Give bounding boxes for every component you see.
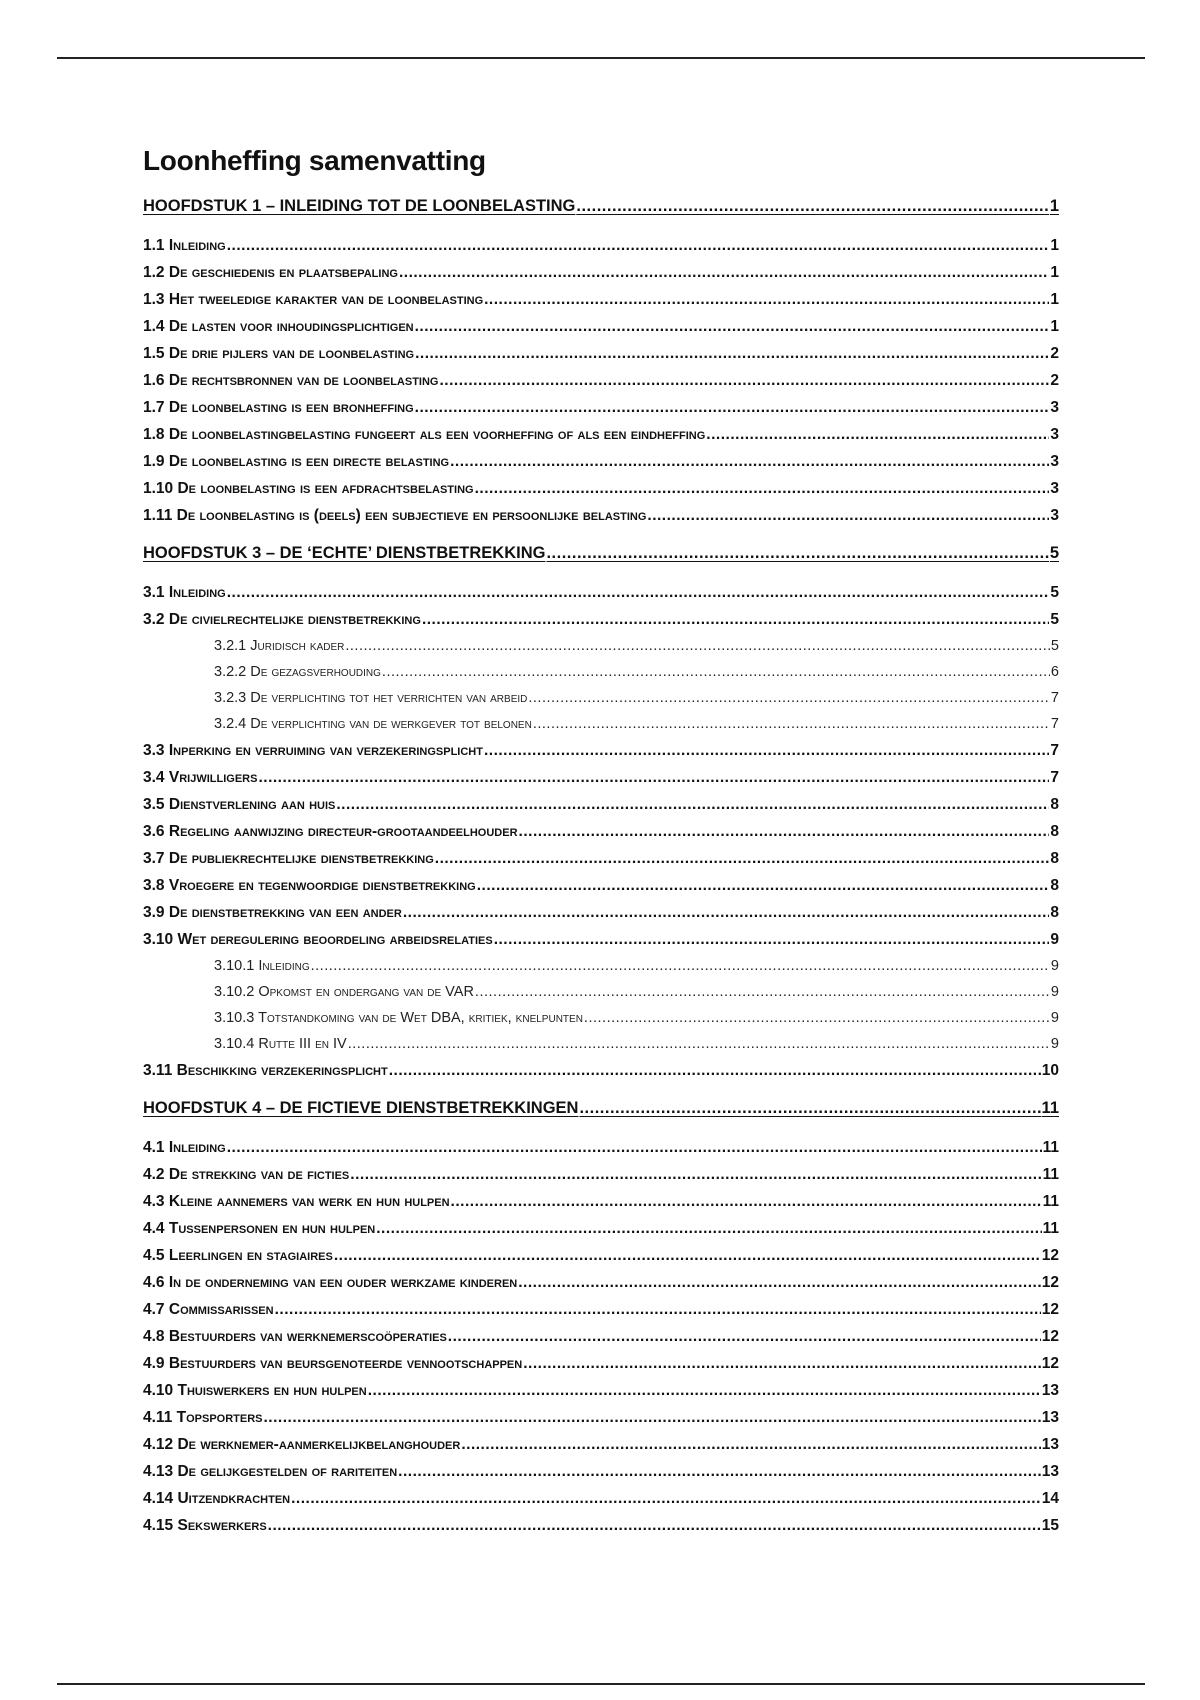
toc-entry-label	[214, 659, 381, 685]
toc-entry-label	[214, 1031, 347, 1057]
toc-dot-leader	[382, 659, 1050, 685]
toc-entry-text: De strekking van de ficties	[168, 1166, 350, 1183]
toc-section-link[interactable]	[143, 872, 1059, 899]
toc-entry-label	[143, 845, 434, 872]
toc-section-link[interactable]	[143, 737, 1059, 764]
toc-dot-leader	[264, 1404, 1041, 1431]
toc-page-number: 8	[1050, 877, 1059, 894]
toc-page-number: 8	[1050, 904, 1059, 921]
toc-entry-number: 4.3	[143, 1193, 165, 1210]
toc-dot-leader	[268, 1512, 1041, 1539]
toc-section-link[interactable]	[143, 313, 1059, 340]
toc-entry-label	[143, 1431, 460, 1458]
toc-subsection-link[interactable]	[143, 633, 1059, 659]
toc-dot-leader	[398, 1458, 1041, 1485]
toc-dot-leader	[350, 1161, 1041, 1188]
toc-dot-leader	[484, 737, 1049, 764]
toc-dot-leader	[227, 232, 1050, 259]
toc-dot-leader	[579, 1095, 1040, 1122]
toc-entry-number: 1.3	[143, 291, 165, 308]
toc-entry-text: Inleiding	[168, 584, 226, 601]
toc-dot-leader	[376, 1215, 1041, 1242]
toc-page-number: 11	[1042, 1139, 1059, 1156]
toc-dot-leader	[275, 1296, 1041, 1323]
toc-entry-text: Rutte III en IV	[258, 1036, 347, 1052]
header-rule	[57, 57, 1145, 59]
toc-section-link[interactable]	[143, 1269, 1059, 1296]
toc-section-link[interactable]	[143, 818, 1059, 845]
toc-page-number: 12	[1041, 1355, 1059, 1372]
toc-entry-text: Juridisch kader	[250, 638, 345, 654]
toc-page-number: 7	[1050, 769, 1059, 786]
toc-section-link[interactable]	[143, 1431, 1059, 1458]
toc-entry-number: 1.11	[143, 507, 173, 524]
toc-page-number: 12	[1041, 1274, 1059, 1291]
toc-page-number: 5	[1050, 584, 1059, 601]
toc-section-link[interactable]	[143, 1404, 1059, 1431]
toc-subsection-link[interactable]	[143, 979, 1059, 1005]
toc-page-number: 1	[1050, 237, 1059, 254]
toc-entry-text: De publiekrechtelijke dienstbetrekking	[168, 850, 434, 867]
toc-entry-label	[143, 1323, 447, 1350]
toc-dot-leader	[461, 1431, 1040, 1458]
toc-dot-leader	[435, 845, 1050, 872]
toc-section-link[interactable]	[143, 579, 1059, 606]
toc-dot-leader	[334, 1242, 1041, 1269]
toc-section-link[interactable]	[143, 1350, 1059, 1377]
toc-section-link[interactable]	[143, 764, 1059, 791]
toc-entry-number: 3.10.2	[214, 984, 255, 1000]
toc-entry-number: 4.15	[143, 1517, 174, 1534]
toc-entry-number: 4.7	[143, 1301, 165, 1318]
toc-section-link[interactable]	[143, 791, 1059, 818]
toc-dot-leader	[440, 367, 1050, 394]
toc-page-number: 7	[1050, 742, 1059, 759]
toc-page-number: 1	[1049, 197, 1059, 215]
toc-page-number: 3	[1050, 426, 1059, 443]
toc-page-number: 2	[1050, 345, 1059, 362]
toc-entry-label	[143, 1269, 517, 1296]
toc-section-link[interactable]	[143, 899, 1059, 926]
toc-page-number: 11	[1042, 1166, 1059, 1183]
toc-entry-text: Inleiding	[168, 1139, 226, 1156]
toc-dot-leader	[533, 711, 1050, 737]
toc-entry-text: De geschiedenis en plaatsbepaling	[168, 264, 398, 281]
toc-entry-label	[143, 1404, 263, 1431]
toc-entry-text: De gelijkgestelden of rariteiten	[177, 1463, 398, 1480]
toc-entry-number: 4.5	[143, 1247, 165, 1264]
toc-entry-number: 4.9	[143, 1355, 165, 1372]
toc-dot-leader	[368, 1377, 1041, 1404]
toc-section-link[interactable]	[143, 475, 1059, 502]
toc-entry-text: De lasten voor inhoudingsplichtigen	[168, 318, 414, 335]
toc-entry-text: Vroegere en tegenwoordige dienstbetrekking	[168, 877, 476, 894]
toc-page-number: 3	[1050, 480, 1059, 497]
toc-entry-text: Totstandkoming van de Wet DBA, kritiek, knelpunten	[258, 1010, 583, 1026]
toc-chapter-entries	[143, 1134, 1059, 1539]
toc-page-number: 12	[1041, 1328, 1059, 1345]
toc-entry-label	[214, 1005, 583, 1031]
toc-section-link[interactable]	[143, 232, 1059, 259]
toc-dot-leader	[477, 872, 1050, 899]
toc-section-link[interactable]	[143, 1485, 1059, 1512]
toc-entry-number: 4.10	[143, 1382, 174, 1399]
toc-section-link[interactable]	[143, 1458, 1059, 1485]
toc-entry-label	[214, 711, 532, 737]
toc-page-number: 3	[1050, 399, 1059, 416]
toc-entry-label	[143, 502, 646, 529]
toc-dot-leader	[415, 313, 1050, 340]
toc-entry-label	[143, 286, 483, 313]
toc-dot-leader	[403, 899, 1050, 926]
toc-dot-leader	[584, 1005, 1050, 1031]
page-title: Loonheffing samenvatting	[143, 145, 486, 176]
toc-page-number: 1	[1050, 291, 1059, 308]
toc-dot-leader	[576, 193, 1048, 220]
toc-entry-text: Bestuurders van beursgenoteerde vennootschappen	[168, 1355, 523, 1372]
toc-page-number: 1	[1050, 264, 1059, 281]
toc-page-number: 13	[1041, 1463, 1059, 1480]
toc-page-number: 9	[1050, 931, 1059, 948]
toc-section-link[interactable]	[143, 1512, 1059, 1539]
toc-entry-label	[143, 764, 257, 791]
toc-dot-leader	[528, 685, 1050, 711]
toc-entry-label	[143, 340, 414, 367]
toc-entry-number: 1.6	[143, 372, 165, 389]
toc-entry-number: 4.8	[143, 1328, 165, 1345]
toc-entry-number: 1.7	[143, 399, 165, 416]
toc-entry-text: Inperking en verruiming van verzekeringsplicht	[168, 742, 483, 759]
toc-entry-number: 3.9	[143, 904, 165, 921]
toc-page-number: 12	[1041, 1301, 1059, 1318]
toc-subsection-link[interactable]	[143, 659, 1059, 685]
toc-page-number: 7	[1050, 716, 1059, 732]
toc-chapter-link[interactable]	[143, 540, 1059, 567]
toc-entry-label	[143, 1161, 349, 1188]
toc-entry-text: De gezagsverhouding	[250, 664, 381, 680]
toc-entry-number: 3.10.4	[214, 1036, 255, 1052]
toc-page-number: 9	[1050, 1036, 1059, 1052]
toc-entry-label	[143, 818, 518, 845]
toc-section-link[interactable]	[143, 448, 1059, 475]
toc-entry-label	[143, 394, 414, 421]
toc-entry-label	[143, 232, 226, 259]
toc-entry-text: De rechtsbronnen van de loonbelasting	[168, 372, 439, 389]
toc-dot-leader	[311, 953, 1050, 979]
toc-entry-text: Beschikking verzekeringsplicht	[176, 1062, 388, 1079]
toc-section-link[interactable]	[143, 1296, 1059, 1323]
toc-entry-label	[143, 1512, 267, 1539]
toc-entry-text: Wet deregulering beoordeling arbeidsrelaties	[177, 931, 493, 948]
toc-entry-label	[143, 475, 474, 502]
toc-dot-leader	[647, 502, 1049, 529]
toc-dot-leader	[519, 818, 1050, 845]
toc-entry-text: In de onderneming van een ouder werkzame kinderen	[168, 1274, 518, 1291]
toc-entry-number: 3.7	[143, 850, 165, 867]
toc-dot-leader	[258, 764, 1049, 791]
toc-entry-text: De werknemer-aanmerkelijkbelanghouder	[177, 1436, 461, 1453]
toc-dot-leader	[422, 606, 1049, 633]
toc-entry-text: Commissarissen	[168, 1301, 274, 1318]
toc-entry-label	[143, 872, 476, 899]
toc-section-link[interactable]	[143, 845, 1059, 872]
toc-entry-number: 3.6	[143, 823, 165, 840]
toc-section-link[interactable]	[143, 606, 1059, 633]
toc-section-link[interactable]	[143, 1134, 1059, 1161]
toc-dot-leader	[227, 1134, 1042, 1161]
toc-entry-number: 3.1	[143, 584, 165, 601]
toc-entry-number: 3.5	[143, 796, 165, 813]
toc-entry-number: 3.11	[143, 1062, 173, 1079]
toc-subsection-link[interactable]	[143, 711, 1059, 737]
toc-page-number: 13	[1041, 1382, 1059, 1399]
toc-dot-leader	[494, 926, 1050, 953]
toc-page-number: 3	[1050, 453, 1059, 470]
toc-entry-text: Tussenpersonen en hun hulpen	[168, 1220, 376, 1237]
toc-entry-label	[143, 421, 705, 448]
toc-entry-text: Inleiding	[258, 958, 310, 974]
toc-entry-text: Leerlingen en stagiaires	[168, 1247, 333, 1264]
toc-section-link[interactable]	[143, 286, 1059, 313]
toc-entry-number: 3.2.4	[214, 716, 247, 732]
toc-section-link[interactable]	[143, 259, 1059, 286]
table-of-contents	[143, 193, 1059, 1539]
toc-entry-number: 4.4	[143, 1220, 165, 1237]
toc-entry-text: De loonbelasting is een afdrachtsbelasting	[177, 480, 474, 497]
toc-page-number: 8	[1050, 850, 1059, 867]
toc-page-number: 8	[1050, 823, 1059, 840]
toc-entry-label	[143, 1134, 226, 1161]
toc-subsection-link[interactable]	[143, 1005, 1059, 1031]
toc-entry-label	[143, 1296, 274, 1323]
toc-dot-leader	[345, 633, 1050, 659]
toc-entry-number: 3.2.2	[214, 664, 247, 680]
toc-section-link[interactable]	[143, 1215, 1059, 1242]
toc-entry-number: 3.8	[143, 877, 165, 894]
toc-entry-number: 3.2	[143, 611, 165, 628]
toc-page-number: 5	[1050, 611, 1059, 628]
toc-entry-number: 3.10.1	[214, 958, 255, 974]
toc-chapter-entries	[143, 232, 1059, 529]
document-body	[143, 143, 1059, 1550]
toc-entry-label	[143, 448, 449, 475]
toc-page-number: 10	[1041, 1062, 1059, 1079]
toc-entry-number: 1.5	[143, 345, 165, 362]
toc-chapter-link[interactable]	[143, 193, 1059, 220]
toc-dot-leader	[291, 1485, 1041, 1512]
toc-entry-text: De loonbelasting is een directe belasting	[168, 453, 450, 470]
toc-page-number: 15	[1041, 1517, 1059, 1534]
toc-dot-leader	[475, 979, 1050, 1005]
toc-entry-label	[143, 606, 421, 633]
toc-entry-text: Topsporters	[176, 1409, 263, 1426]
toc-entry-label	[143, 791, 335, 818]
toc-entry-text: De verplichting tot het verrichten van arbeid	[250, 690, 528, 706]
toc-entry-text: De verplichting van de werkgever tot belonen	[250, 716, 532, 732]
toc-entry-text: Regeling aanwijzing directeur-grootaandeelhouder	[168, 823, 518, 840]
toc-section-link[interactable]	[143, 1242, 1059, 1269]
toc-entry-text: Inleiding	[168, 237, 226, 254]
toc-entry-number: 4.6	[143, 1274, 165, 1291]
toc-section-link[interactable]	[143, 1188, 1059, 1215]
toc-entry-number: 4.1	[143, 1139, 165, 1156]
toc-dot-leader	[336, 791, 1049, 818]
toc-chapter-label: HOOFDSTUK 4 – DE FICTIEVE DIENSTBETREKKINGEN	[143, 1099, 579, 1117]
toc-dot-leader	[227, 579, 1050, 606]
toc-entry-number: 3.2.3	[214, 690, 247, 706]
toc-dot-leader	[415, 394, 1050, 421]
toc-section-link[interactable]	[143, 1161, 1059, 1188]
toc-dot-leader	[399, 259, 1049, 286]
toc-dot-leader	[523, 1350, 1041, 1377]
toc-page-number: 9	[1050, 958, 1059, 974]
toc-dot-leader	[450, 448, 1049, 475]
toc-entry-label	[143, 579, 226, 606]
toc-entry-label	[143, 259, 398, 286]
toc-page-number: 3	[1050, 507, 1059, 524]
toc-entry-number: 4.13	[143, 1463, 174, 1480]
toc-entry-label	[143, 1215, 375, 1242]
toc-entry-number: 4.11	[143, 1409, 173, 1426]
toc-entry-text: Vrijwilligers	[168, 769, 258, 786]
toc-dot-leader	[475, 475, 1050, 502]
toc-dot-leader	[389, 1057, 1041, 1084]
toc-page-number: 11	[1042, 1193, 1059, 1210]
toc-page-number: 9	[1050, 984, 1059, 1000]
toc-page-number: 5	[1049, 544, 1059, 562]
toc-page-number: 7	[1050, 690, 1059, 706]
toc-entry-label	[143, 1377, 367, 1404]
toc-entry-label	[143, 1188, 450, 1215]
toc-entry-text: Sekswerkers	[177, 1517, 267, 1534]
toc-entry-number: 1.8	[143, 426, 165, 443]
toc-entry-text: Dienstverlening aan huis	[168, 796, 336, 813]
toc-entry-label	[214, 685, 527, 711]
toc-chapter-label: HOOFDSTUK 3 – DE ‘ECHTE’ DIENSTBETREKKING	[143, 544, 546, 562]
toc-page-number: 13	[1041, 1409, 1059, 1426]
toc-page-number: 13	[1041, 1436, 1059, 1453]
toc-entry-text: De dienstbetrekking van een ander	[168, 904, 402, 921]
toc-dot-leader	[451, 1188, 1042, 1215]
toc-entry-text: Uitzendkrachten	[177, 1490, 291, 1507]
toc-entry-text: Bestuurders van werknemerscoöperaties	[168, 1328, 447, 1345]
toc-entry-text: De civielrechtelijke dienstbetrekking	[168, 611, 421, 628]
toc-page-number: 12	[1041, 1247, 1059, 1264]
toc-entry-text: De drie pijlers van de loonbelasting	[168, 345, 415, 362]
toc-entry-label	[143, 1485, 290, 1512]
toc-entry-label	[143, 313, 414, 340]
toc-dot-leader	[706, 421, 1049, 448]
toc-section-link[interactable]	[143, 1057, 1059, 1084]
toc-entry-label	[143, 1458, 397, 1485]
toc-entry-text: Thuiswerkers en hun hulpen	[177, 1382, 367, 1399]
toc-entry-label	[143, 899, 402, 926]
toc-entry-number: 1.1	[143, 237, 165, 254]
toc-entry-label	[143, 737, 483, 764]
toc-entry-text: De loonbelasting is een bronheffing	[168, 399, 414, 416]
toc-page-number: 2	[1050, 372, 1059, 389]
toc-subsection-link[interactable]	[143, 953, 1059, 979]
toc-entry-number: 1.9	[143, 453, 165, 470]
toc-chapter-link[interactable]	[143, 1095, 1059, 1122]
toc-dot-leader	[518, 1269, 1041, 1296]
toc-entry-label	[143, 1350, 522, 1377]
toc-section-link[interactable]	[143, 340, 1059, 367]
toc-entry-number: 1.2	[143, 264, 165, 281]
toc-entry-text: De loonbelastingbelasting fungeert als een voorheffing of als een eindheffing	[168, 426, 706, 443]
toc-dot-leader	[484, 286, 1049, 313]
toc-section-link[interactable]	[143, 394, 1059, 421]
toc-dot-leader	[448, 1323, 1041, 1350]
toc-dot-leader	[546, 540, 1048, 567]
toc-page-number: 9	[1050, 1010, 1059, 1026]
toc-entry-number: 4.12	[143, 1436, 174, 1453]
toc-chapter-label: HOOFDSTUK 1 – INLEIDING TOT DE LOONBELASTING	[143, 197, 576, 215]
toc-dot-leader	[415, 340, 1049, 367]
toc-entry-text: Kleine aannemers van werk en hun hulpen	[168, 1193, 450, 1210]
toc-entry-number: 1.10	[143, 480, 174, 497]
toc-entry-number: 3.3	[143, 742, 165, 759]
toc-entry-number: 3.2.1	[214, 638, 247, 654]
toc-page-number: 1	[1050, 318, 1059, 335]
toc-section-link[interactable]	[143, 926, 1059, 953]
toc-entry-label	[214, 633, 344, 659]
toc-page-number: 11	[1042, 1220, 1059, 1237]
toc-entry-text: Opkomst en ondergang van de VAR	[258, 984, 474, 1000]
toc-subsection-link[interactable]	[143, 1031, 1059, 1057]
toc-section-link[interactable]	[143, 421, 1059, 448]
toc-page-number: 5	[1050, 638, 1059, 654]
toc-page-number: 6	[1050, 664, 1059, 680]
toc-section-link[interactable]	[143, 1323, 1059, 1350]
toc-entry-number: 3.10	[143, 931, 174, 948]
toc-entry-label	[214, 953, 310, 979]
toc-section-link[interactable]	[143, 1377, 1059, 1404]
toc-entry-label	[214, 979, 474, 1005]
toc-entry-number: 1.4	[143, 318, 165, 335]
footer-rule	[57, 1683, 1145, 1685]
toc-page-number: 11	[1041, 1099, 1059, 1117]
toc-entry-label	[143, 1242, 333, 1269]
toc-page-number: 14	[1041, 1490, 1059, 1507]
toc-entry-label	[143, 1057, 388, 1084]
toc-page-number: 8	[1050, 796, 1059, 813]
toc-entry-number: 4.2	[143, 1166, 165, 1183]
toc-chapter-entries	[143, 579, 1059, 1084]
toc-dot-leader	[348, 1031, 1050, 1057]
toc-entry-number: 3.4	[143, 769, 165, 786]
toc-section-link[interactable]	[143, 502, 1059, 529]
toc-entry-text: De loonbelasting is (deels) een subjectieve en persoonlijke belasting	[176, 507, 647, 524]
toc-subsection-link[interactable]	[143, 685, 1059, 711]
toc-entry-label	[143, 926, 493, 953]
toc-entry-text: Het tweeledige karakter van de loonbelasting	[168, 291, 484, 308]
toc-entry-number: 3.10.3	[214, 1010, 255, 1026]
toc-entry-number: 4.14	[143, 1490, 174, 1507]
toc-section-link[interactable]	[143, 367, 1059, 394]
toc-entry-label	[143, 367, 439, 394]
